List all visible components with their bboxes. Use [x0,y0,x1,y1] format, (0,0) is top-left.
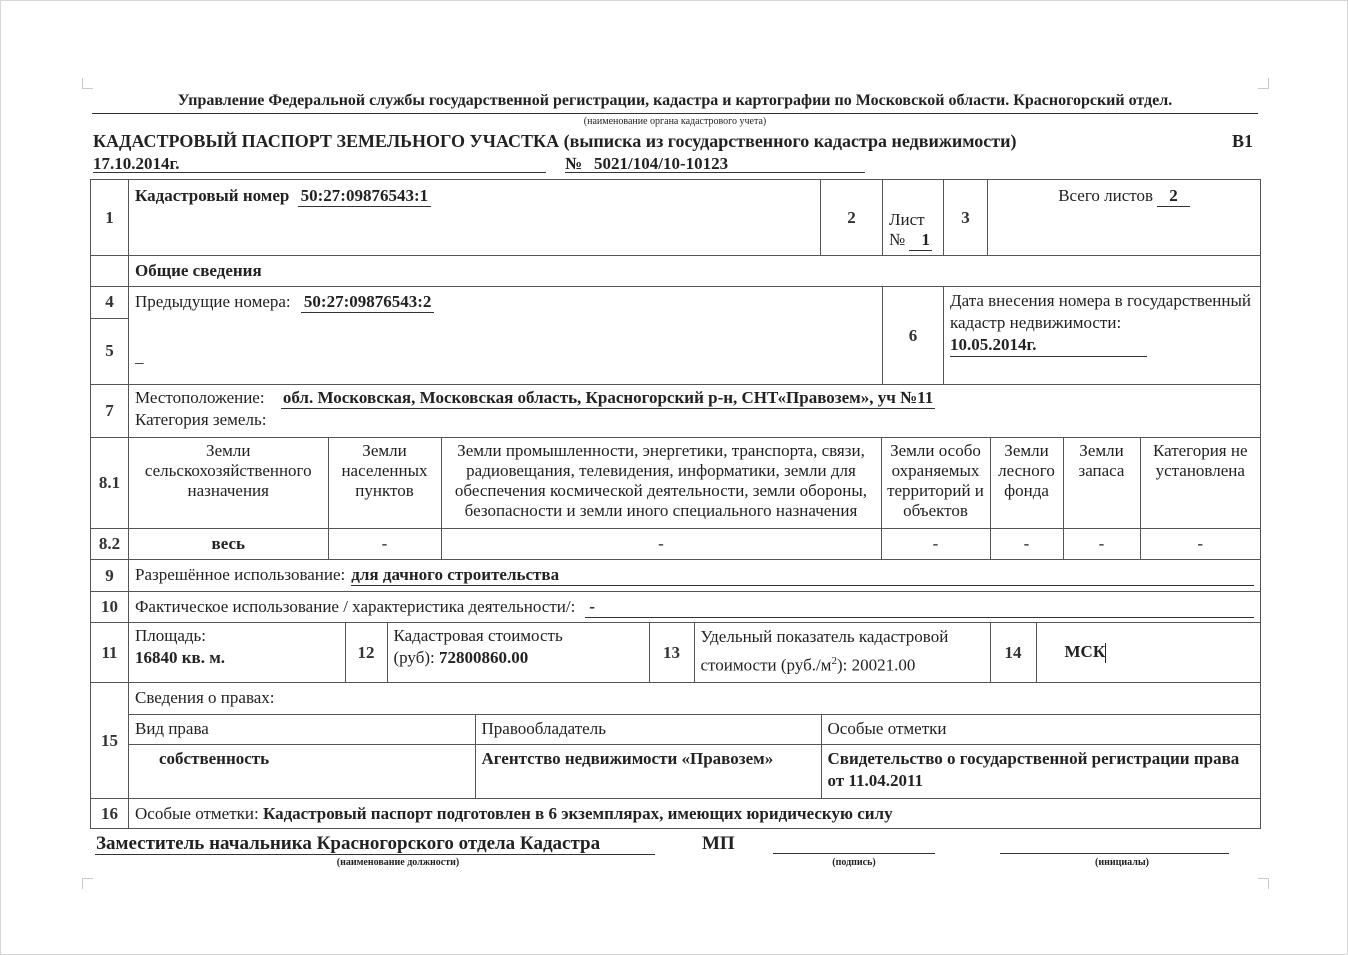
permitted-use-label: Разрешённое использование: [135,565,346,584]
row-number: 12 [345,623,387,682]
text-cursor [1105,643,1106,663]
location-value: обл. Московская, Московская область, Красногорский р-н, СНТ«Правозем», уч №11 [282,388,934,407]
document-date: 17.10.2014г. [93,154,180,173]
row-number: 15 [91,683,129,799]
row-9 [91,560,1261,592]
rights-notes-header: Особые отметки [821,714,1260,744]
specific-cost-value: 20021.00 [851,655,916,675]
position-caption: (наименование должности) [336,857,460,868]
permitted-use-value: для дачного строительства [351,565,1254,586]
rights-holder-header: Правообладатель [475,714,821,744]
position-underline [95,854,655,855]
category-header: Земли промышленности, энергетики, транспорта, связи, радиовещания, телевидения, информатики, земли для обеспечения космической деятельности, земли обороны, безопасности и земли иного специального назначения [441,438,881,528]
authority-caption: (наименование органа кадастрового учета) [583,116,767,127]
registration-date-cell [944,287,1261,385]
initials-line [1000,853,1229,854]
official-position: Заместитель начальника Красногорского отдела Кадастра [96,833,601,854]
category-value: - [1063,528,1140,559]
specific-cost-cell [694,623,990,682]
row-16 [91,799,1261,829]
row-number: 2 [821,180,883,256]
crop-mark [82,878,93,889]
row-number: 13 [649,623,694,682]
special-notes-cell [129,799,1261,829]
actual-use-label: Фактическое использование / характеристика деятельности/: [135,596,576,616]
general-row [91,256,1261,287]
row-number: 9 [91,560,129,592]
row-number: 8.2 [98,533,121,553]
row5-value: _ [135,347,144,366]
category-value: - [1140,528,1260,559]
location-cell [129,385,1261,438]
category-value: весь [129,528,328,559]
special-notes-value: Кадастровый паспорт подготовлен в 6 экземплярах, имеющих юридическую силу [262,803,893,823]
row-11-14 [91,623,1261,683]
category-header: Категория не установлена [1140,438,1260,528]
location-label: Местоположение: [135,388,265,407]
cadastral-number-value: 50:27:09876543:1 [298,186,431,207]
row-4-5-6 [91,287,1261,385]
crop-mark [1258,78,1269,89]
category-header: Земли запаса [1063,438,1140,528]
authority-underline [92,113,1258,114]
specific-cost-label: Удельный показатель кадастровой [700,627,949,646]
row-10 [91,592,1261,623]
previous-numbers-value: 50:27:09876543:2 [301,292,434,313]
category-value: - [441,528,881,559]
previous-numbers-cell [129,287,883,385]
rights-type-value: собственность [129,744,475,798]
row-number: 10 [91,592,129,623]
coordinate-system-value: МСК [1064,641,1106,661]
sheet-label: Лист [889,210,925,229]
row-number: 11 [91,623,129,683]
category-value: - [328,528,441,559]
category-value: - [881,528,990,559]
signature-caption: (подпись) [832,857,876,868]
cadastral-number-label: Кадастровый номер [135,186,290,205]
row-number: 4 [91,287,128,318]
rights-type-header: Вид права [129,714,475,744]
permitted-use-cell [129,560,1261,592]
crop-mark [82,78,93,89]
document-title: КАДАСТРОВЫЙ ПАСПОРТ ЗЕМЕЛЬНОГО УЧАСТКА (выписка из государственного кадастра недвижимости) [93,131,1017,151]
category-header: Земли сельскохозяйственного назначения [129,438,328,528]
general-title: Общие сведения [129,256,1261,287]
category-value: - [990,528,1063,559]
signature-line [773,853,935,854]
previous-numbers-label: Предыдущие номера: [135,292,291,311]
special-notes-label: Особые отметки: [135,803,259,823]
sheet-number: 1 [909,230,932,251]
total-sheets-label: Всего листов [1058,186,1154,205]
coordinate-system-cell [1036,623,1260,682]
category-header: Земли населенных пунктов [328,438,441,528]
land-category-label: Категория земель: [135,410,267,429]
sheet-cell [883,180,944,256]
date-underline [93,172,546,173]
area-value: 16840 кв. м. [135,648,226,667]
area-cell [129,623,345,682]
row-number: 8.1 [91,438,128,528]
area-label: Площадь: [135,626,207,645]
rights-notes-value: Свидетельство о государственной регистрации права от 11.04.2011 [821,744,1260,798]
number-sign: № [565,154,583,173]
number-underline [565,172,865,173]
cadastral-cost-unit: (руб): [393,648,435,667]
land-category-table [129,438,1260,559]
row-15 [91,683,1261,799]
category-header: Земли особо охраняемых территорий и объектов [881,438,990,528]
rights-title: Сведения о правах: [129,683,1260,714]
specific-cost-unit-prefix: стоимости (руб./м [700,655,832,675]
row-number: 16 [91,799,129,829]
specific-cost-unit-suffix: ): [836,655,848,675]
row-number: 1 [91,180,129,256]
cadastral-cost-label: Кадастровая стоимость [393,626,563,645]
sheet-no-label: № [889,230,906,249]
row-number: 5 [105,341,114,361]
row-7 [91,385,1261,438]
authority-name: Управление Федеральной службы государственной регистрации, кадастра и картографии по Московской области. Красногорский отдел. [177,92,1173,109]
registration-date-label: Дата внесения номера в государственный кадастр недвижимости: [950,291,1252,332]
total-sheets-value: 2 [1157,186,1190,207]
category-header: Земли лесного фонда [990,438,1063,528]
row-8 [91,438,1261,560]
initials-caption: (инициалы) [1095,857,1149,868]
specific-cost-unit-sup: 2 [831,655,837,667]
actual-use-value: - [585,597,1254,618]
row-number: 14 [990,623,1036,682]
rights-table [129,683,1260,798]
total-sheets-cell [988,180,1261,256]
actual-use-cell [129,592,1261,623]
stamp-place: МП [702,833,735,854]
cadastral-number-cell [129,180,821,256]
registration-date-value: 10.05.2014г. [950,334,1147,357]
cadastral-cost-cell [387,623,649,682]
document-number: 5021/104/10-10123 [594,154,729,173]
crop-mark [1258,878,1269,889]
passport-table [90,179,1261,829]
form-code: В1 [1232,131,1254,151]
row-number: 7 [91,385,129,438]
rights-holder-value: Агентство недвижимости «Правозем» [475,744,821,798]
cadastral-cost-value: 72800860.00 [439,648,529,667]
row-1 [91,180,1261,256]
row-number: 6 [883,287,944,385]
row-number: 3 [944,180,988,256]
